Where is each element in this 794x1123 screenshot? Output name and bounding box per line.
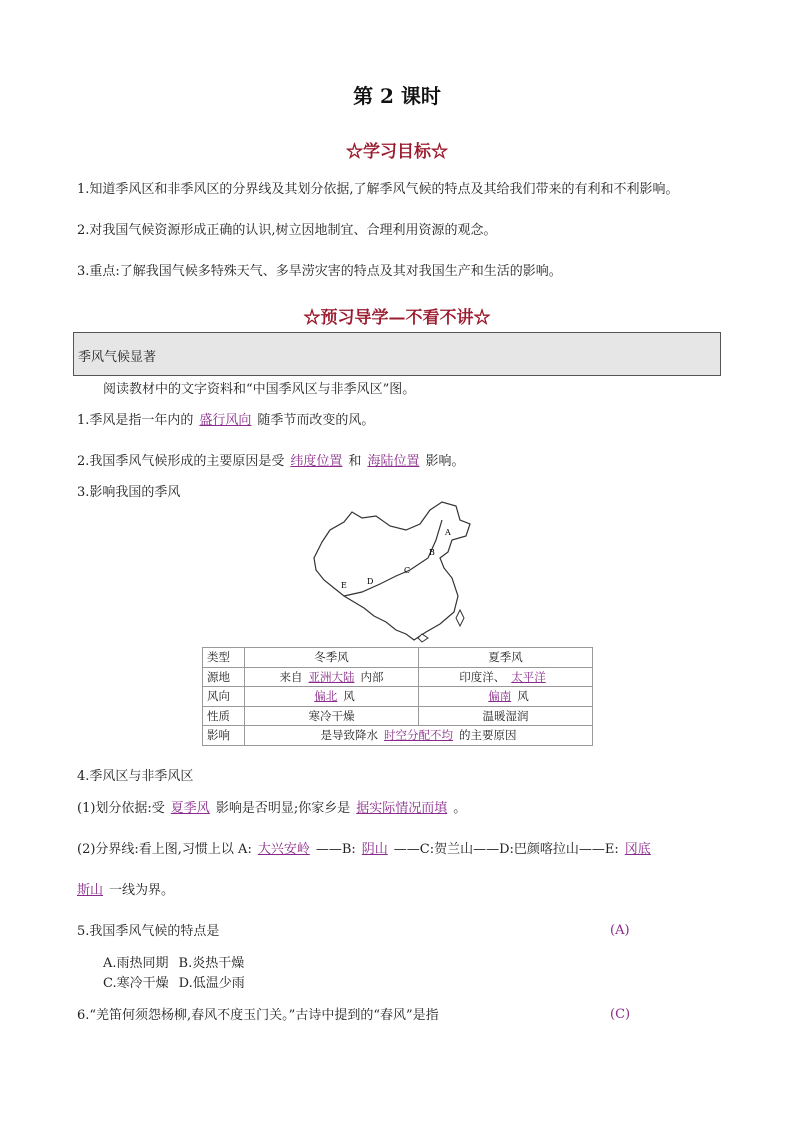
option-d: D.低温少雨 [178, 976, 245, 991]
question-5-options-row2 [103, 975, 245, 993]
table-row: 类型 冬季风 夏季风 [203, 648, 593, 668]
answer-blank: 斯山 [77, 883, 104, 898]
question-4-2: (2)分界线:看上图,习惯上以 A: 大兴安岭 ——B: 阴山 ——C:贺兰山——D:巴颜喀拉山——E: 冈底 [77, 841, 657, 859]
question-2: 2.我国季风气候形成的主要原因是受 纬度位置 和 海陆位置 影响。 [77, 454, 465, 469]
map-label-a: A [445, 528, 451, 537]
goal-3: 3.重点:了解我国气候多特殊天气、多旱涝灾害的特点及其对我国生产和生活的影响。 [77, 264, 562, 279]
map-label-d: D [367, 577, 374, 586]
question-6-answer: (C) [610, 1007, 631, 1022]
page-title: 第 2 课时 [353, 84, 441, 108]
china-monsoon-map [310, 500, 480, 645]
option-b: B.炎热干燥 [178, 956, 245, 971]
question-1: 1.季风是指一年内的 盛行风向 随季节而改变的风。 [77, 413, 375, 428]
map-label-b: B [429, 548, 435, 557]
question-4: 4.季风区与非季风区 [77, 769, 194, 784]
option-a: A.雨热同期 [103, 956, 169, 971]
country-outline [314, 502, 470, 640]
island-outline [456, 610, 464, 626]
map-label-c: C [404, 566, 411, 575]
question-4-2-cont: 斯山 一线为界。 [77, 883, 175, 898]
map-label-e: E [341, 581, 347, 590]
table-row: 风向 偏北 风 偏南 风 [203, 687, 593, 707]
table-row: 源地 来自 亚洲大陆 内部 印度洋、 太平洋 [203, 667, 593, 687]
section-heading-goals: ☆学习目标☆ [346, 142, 448, 162]
question-5-options-row1 [103, 955, 244, 973]
answer-blank: 盛行风向 [199, 413, 252, 428]
answer-blank: 阴山 [361, 842, 388, 857]
answer-blank: 据实际情况而填 [356, 801, 448, 816]
intro-text: 阅读教材中的文字资料和“中国季风区与非季风区”图。 [103, 382, 416, 397]
answer-blank: 大兴安岭 [257, 842, 310, 857]
table-row: 性质 寒冷干燥 温暖湿润 [203, 706, 593, 726]
answer-blank: 纬度位置 [290, 454, 343, 469]
question-5: 5.我国季风气候的特点是 [77, 924, 220, 939]
section-heading-preview: ☆预习导学—不看不讲☆ [303, 308, 491, 328]
answer-blank: 冈底 [624, 842, 651, 857]
question-6: 6.“羌笛何须怨杨柳,春风不度玉门关。”古诗中提到的“春风”是指 [77, 1008, 439, 1023]
question-5-answer: (A) [610, 923, 630, 938]
goal-2: 2.对我国气候资源形成正确的认识,树立因地制宜、合理利用资源的观念。 [77, 223, 497, 238]
goal-1: 1.知道季风区和非季风区的分界线及其划分依据,了解季风气候的特点及其给我们带来的有利和不利影响。 [77, 182, 679, 197]
option-c: C.寒冷干燥 [103, 976, 169, 991]
question-3: 3.影响我国的季风 [77, 485, 181, 500]
question-4-1: (1)划分依据:受 夏季风 影响是否明显;你家乡是 据实际情况而填 。 [77, 801, 467, 816]
answer-blank: 夏季风 [170, 801, 210, 816]
answer-blank: 海陆位置 [367, 454, 420, 469]
monsoon-table [202, 647, 593, 746]
table-row: 影响 是导致降水 时空分配不均 的主要原因 [203, 726, 593, 746]
topic-box: 季风气候显著 [73, 332, 721, 376]
